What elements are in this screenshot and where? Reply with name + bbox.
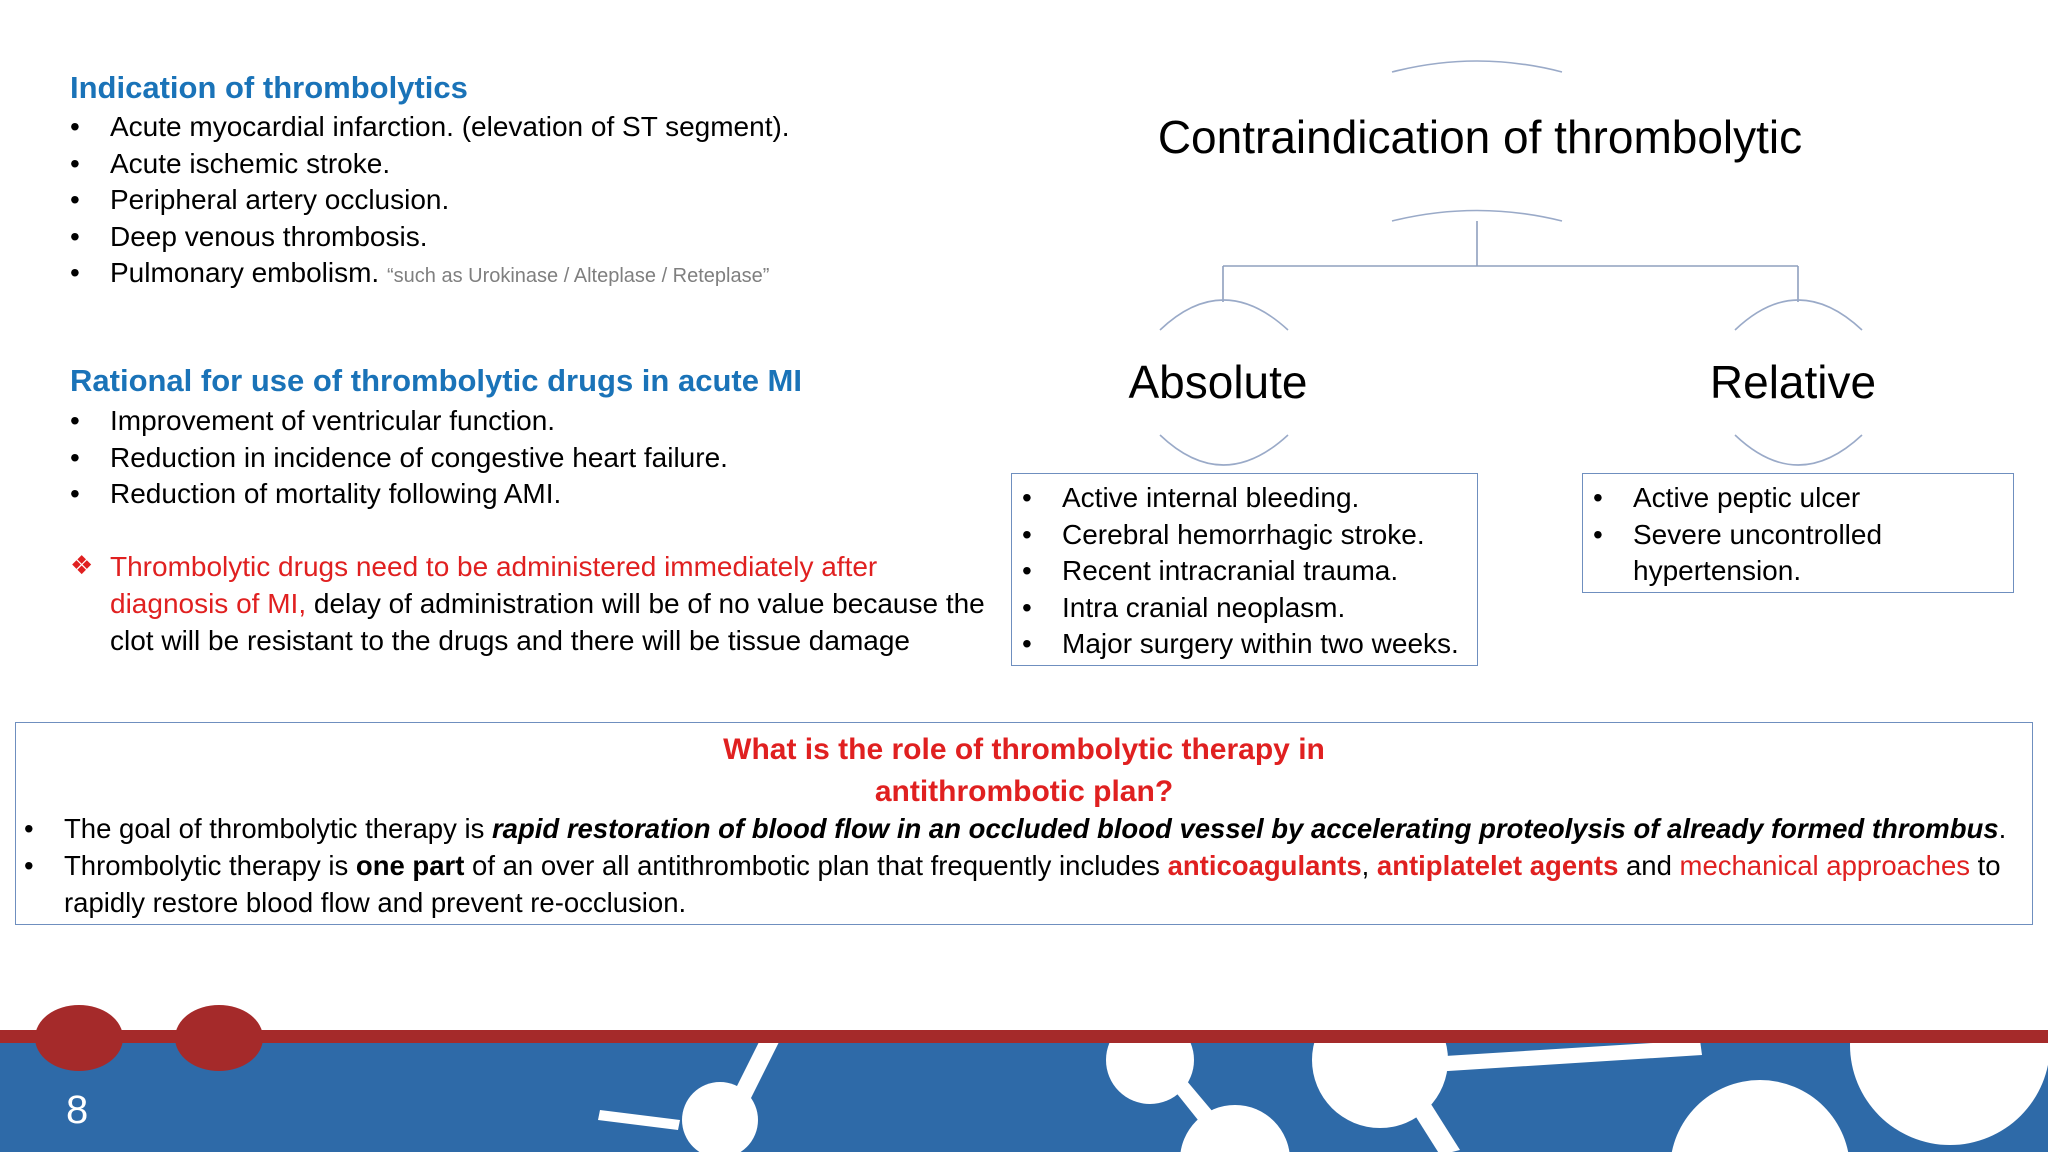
- connector-lines: [1223, 221, 1798, 302]
- diamond-bullet-icon: ❖: [70, 550, 94, 580]
- page-number: 8: [66, 1088, 89, 1132]
- footer-decoration: [0, 1000, 2048, 1152]
- list-item: • Reduction of mortality following AMI.: [70, 476, 728, 513]
- role-list: [24, 811, 2024, 921]
- timing-note-red: Thrombolytic drugs need to be administered immediately after diagnosis of MI,: [110, 551, 878, 619]
- contraindication-title: Contraindication of thrombolytic: [1157, 111, 1803, 163]
- indication-heading: Indication of thrombolytics: [70, 70, 468, 105]
- relative-box: [1582, 473, 2014, 593]
- absolute-arc-top: [1160, 300, 1288, 330]
- timing-note-text: [70, 548, 990, 659]
- list-item: • Acute myocardial infarction. (elevation of ST segment).: [70, 109, 790, 146]
- title-arc-bottom: [1392, 211, 1562, 222]
- rational-heading: Rational for use of thrombolytic drugs in acute MI: [70, 363, 802, 398]
- absolute-list: [1012, 474, 1477, 663]
- role-item2-and: and: [1618, 849, 1680, 881]
- list-item: • Reduction in incidence of congestive heart failure.: [70, 440, 728, 477]
- absolute-box: [1011, 473, 1478, 666]
- role-item2-antiplatelet: antiplatelet agents: [1376, 849, 1619, 881]
- list-item: • Active internal bleeding.: [1022, 480, 1467, 517]
- list-item: [24, 848, 2024, 922]
- list-item-text: Pulmonary embolism.: [110, 257, 380, 289]
- role-item1-pre: The goal of thrombolytic therapy is: [64, 813, 492, 844]
- list-item: [70, 255, 790, 295]
- absolute-label: Absolute: [1128, 356, 1308, 408]
- relative-arc-top: [1735, 300, 1862, 330]
- role-title: [16, 729, 2032, 813]
- role-box: [15, 722, 2033, 925]
- role-item1-post: .: [1998, 813, 2007, 844]
- list-item: • Severe uncontrolled hypertension.: [1593, 517, 1933, 590]
- role-item2-anticoagulants: anticoagulants: [1167, 849, 1362, 881]
- rational-list: [70, 403, 728, 513]
- list-item: • Recent intracranial trauma.: [1022, 553, 1467, 590]
- role-item2-pre: Thrombolytic therapy is: [64, 849, 356, 881]
- list-item: • Peripheral artery occlusion.: [70, 182, 790, 219]
- role-item2-bold: one part: [355, 849, 465, 881]
- indication-list: [70, 109, 790, 295]
- role-item2-post: to rapidly restore blood flow and prevent re-occlusion.: [64, 849, 2001, 918]
- footer-red-dot: [175, 1005, 263, 1071]
- examples-note: “such as Urokinase / Alteplase / Reteplase”: [386, 265, 770, 288]
- relative-label: Relative: [1709, 356, 1877, 408]
- list-item: • Deep venous thrombosis.: [70, 219, 790, 256]
- absolute-arc-bottom: [1160, 435, 1288, 465]
- list-item: • Major surgery within two weeks.: [1022, 626, 1467, 663]
- role-item2-mid: of an over all antithrombotic plan that frequently includes: [464, 849, 1168, 881]
- role-title-line2: antithrombotic plan?: [874, 775, 1174, 808]
- list-item: [24, 811, 2024, 848]
- role-item2-mechanical: mechanical approaches: [1679, 849, 1971, 881]
- list-item: • Intra cranial neoplasm.: [1022, 590, 1467, 627]
- list-item: • Improvement of ventricular function.: [70, 403, 728, 440]
- footer-red-line: [0, 1030, 2048, 1043]
- role-item2-comma: ,: [1361, 849, 1377, 881]
- list-item: • Cerebral hemorrhagic stroke.: [1022, 517, 1467, 554]
- list-item: • Active peptic ulcer: [1593, 480, 2003, 517]
- footer-red-dot: [35, 1005, 123, 1071]
- role-item1-emphasis: rapid restoration of blood flow in an occluded blood vessel by accelerating proteolysis of already formed thrombus: [491, 813, 1999, 844]
- timing-note: [70, 548, 990, 659]
- role-title-line1: What is the role of thrombolytic therapy in: [723, 733, 1325, 766]
- relative-arc-bottom: [1735, 435, 1862, 465]
- list-item: • Acute ischemic stroke.: [70, 146, 790, 183]
- timing-note-rest: delay of administration will be of no value because the clot will be resistant to the drugs and there will be tissue damage: [110, 588, 985, 656]
- title-arc-top: [1392, 61, 1562, 72]
- relative-list: [1583, 474, 2013, 590]
